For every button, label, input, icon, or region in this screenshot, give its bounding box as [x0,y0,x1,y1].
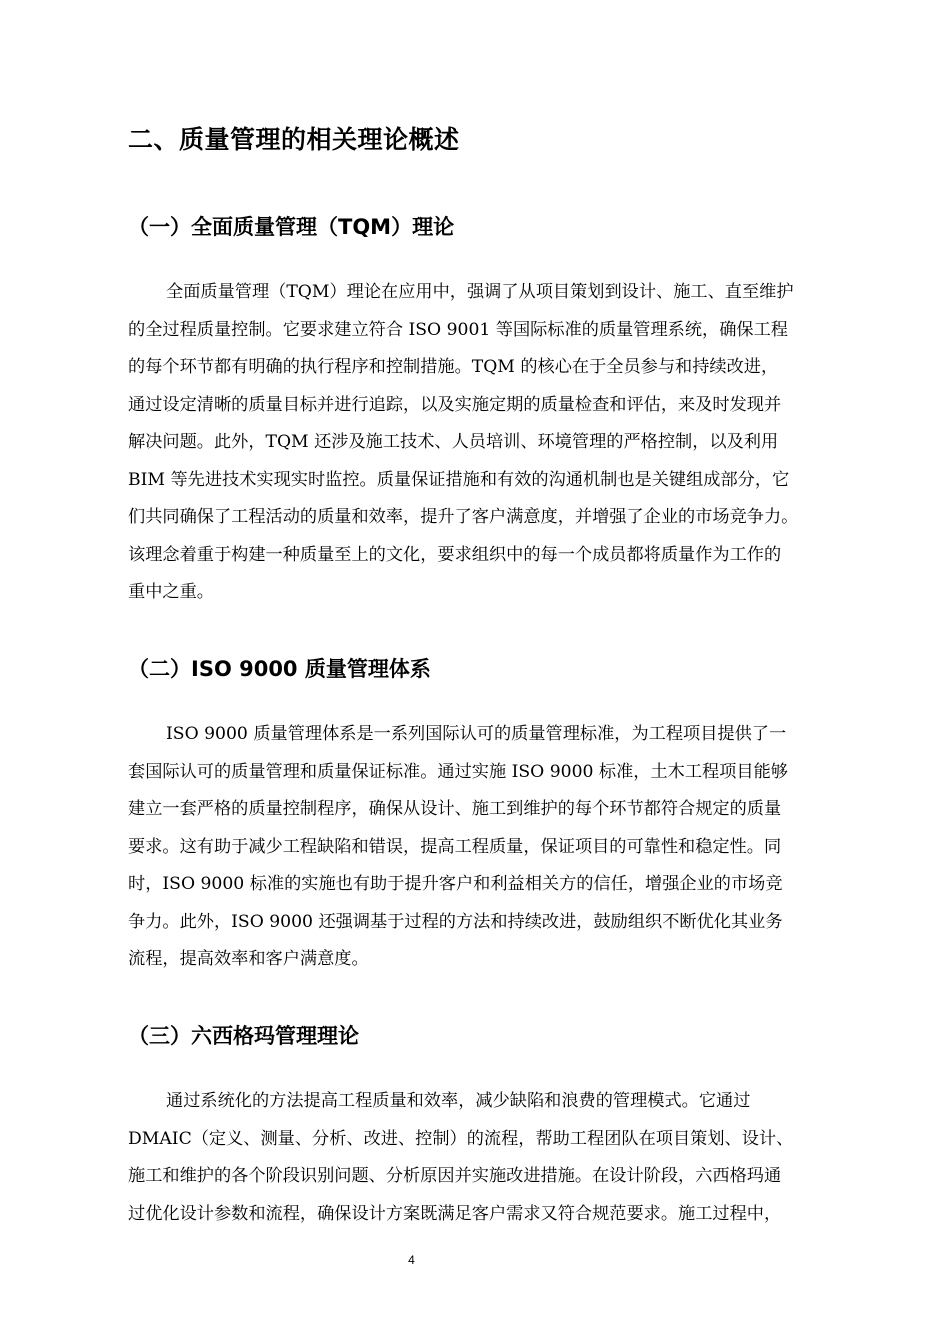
paragraph-line: 全面质量管理（TQM）理论在应用中，强调了从项目策划到设计、施工、直至维护 [166,282,794,302]
paragraph-line: 要求。这有助于减少工程缺陷和错误，提高工程质量，保证项目的可靠性和稳定性。同 [128,836,782,857]
section-heading-iso9000: （二）ISO 9000 质量管理体系 [128,657,431,681]
paragraph-line: 解决问题。此外，TQM 还涉及施工技术、人员培训、环境管理的严格控制，以及利用 [128,432,779,452]
paragraph-tqm [128,274,868,612]
paragraph-line: 的全过程质量控制。它要求建立符合 ISO 9001 等国际标准的质量管理系统，确保工程 [128,319,788,340]
paragraph-line: 该理念着重于构建一种质量至上的文化，要求组织中的每一个成员都将质量作为工作的 [128,544,782,565]
paragraph-line: 的每个环节都有明确的执行程序和控制措施。TQM 的核心在于全员参与和持续改进， [128,357,779,377]
chapter-heading: 二、质量管理的相关理论概述 [128,125,460,154]
paragraph-line: 过优化设计参数和流程，确保设计方案既满足客户需求又符合规范要求。施工过程中， [128,1203,782,1224]
paragraph-line: 重中之重。 [128,582,214,602]
paragraph-line: 流程，提高效率和客户满意度。 [128,949,369,969]
paragraph-line: 通过设定清晰的质量目标并进行追踪，以及实施定期的质量检查和评估，来及时发现并 [128,394,782,415]
section-heading-six-sigma: （三）六西格玛管理理论 [128,1024,359,1048]
paragraph-six-sigma [128,1083,868,1233]
page-number: 4 [408,1253,415,1267]
paragraph-line: DMAIC（定义、测量、分析、改进、控制）的流程，帮助工程团队在项目策划、设计、 [128,1128,794,1149]
paragraph-line: 们共同确保了工程活动的质量和效率，提升了客户满意度，并增强了企业的市场竞争力。 [128,507,799,527]
paragraph-line: 建立一套严格的质量控制程序，确保从设计、施工到维护的每个环节都符合规定的质量 [128,799,782,819]
paragraph-line: 时，ISO 9000 标准的实施也有助于提升客户和利益相关方的信任，增强企业的市场竞 [128,874,783,894]
paragraph-line: ISO 9000 质量管理体系是一系列国际认可的质量管理标准，为工程项目提供了一 [166,724,787,744]
paragraph-line: BIM 等先进技术实现实时监控。质量保证措施和有效的沟通机制也是关键组成部分，它 [128,469,790,490]
paragraph-line: 施工和维护的各个阶段识别问题、分析原因并实施改进措施。在设计阶段，六西格玛通 [128,1166,782,1186]
paragraph-line: 套国际认可的质量管理和质量保证标准。通过实施 ISO 9000 标准，土木工程项目能够 [128,761,788,782]
paragraph-line: 争力。此外，ISO 9000 还强调基于过程的方法和持续改进，鼓励组织不断优化其业务 [128,911,783,932]
section-heading-tqm: （一）全面质量管理（TQM）理论 [128,215,455,239]
paragraph-line: 通过系统化的方法提高工程质量和效率，减少缺陷和浪费的管理模式。它通过 [166,1091,751,1111]
paragraph-iso9000 [128,716,868,979]
